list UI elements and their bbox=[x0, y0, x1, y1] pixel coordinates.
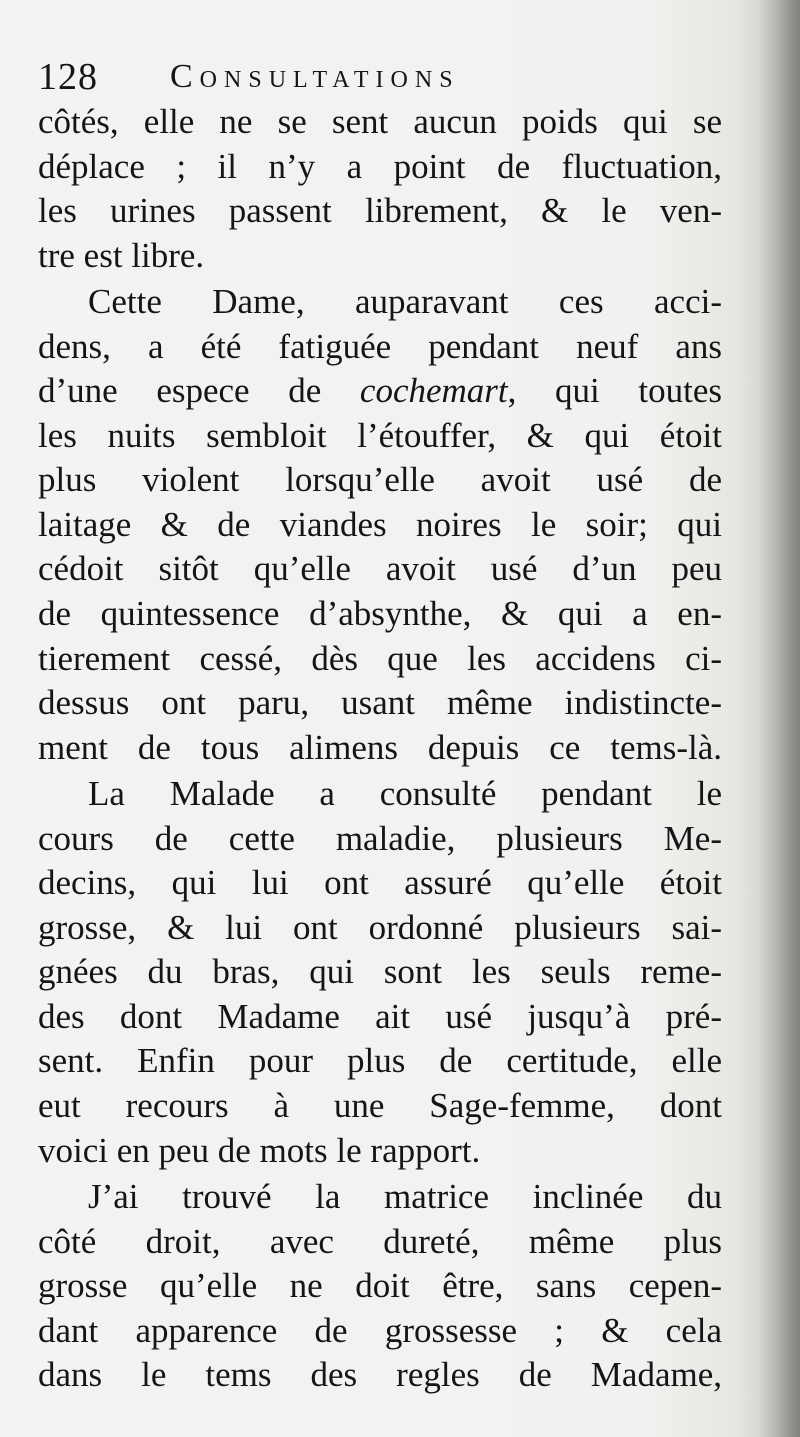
text-line: ment de tous alimens depuis ce tems-là. bbox=[38, 727, 722, 767]
text-line: laitage & de viandes noires le soir; qui bbox=[38, 504, 722, 544]
text-line: dessus ont paru, usant même indistincte- bbox=[38, 683, 722, 723]
text-line: déplace ; il n’y a point de fluctuation, bbox=[38, 146, 722, 186]
italic-term: cochemart bbox=[359, 371, 508, 411]
text-line: les urines passent librement, & le ven- bbox=[38, 191, 722, 231]
body-text bbox=[38, 100, 722, 1398]
text-line: grosse qu’elle ne doit être, sans cepen- bbox=[38, 1266, 722, 1306]
text-line: côtés, elle ne se sent aucun poids qui se bbox=[38, 102, 722, 141]
text-line: decins, qui lui ont assuré qu’elle étoit bbox=[38, 863, 722, 903]
text-line: eut recours à une Sage-femme, dont bbox=[38, 1086, 722, 1126]
text-line: voici en peu de mots le rapport. bbox=[38, 1130, 481, 1170]
text-line: gnées du bras, qui sont les seuls reme- bbox=[38, 952, 722, 992]
paragraph-first-line: Cette Dame, auparavant ces acci- bbox=[88, 282, 722, 322]
text-line: dant apparence de grossesse ; & cela bbox=[38, 1310, 722, 1350]
text-line: dans le tems des regles de Madame, bbox=[38, 1355, 722, 1395]
page-gutter-shadow bbox=[758, 0, 800, 1437]
paragraph-first-line: La Malade a consulté pendant le bbox=[88, 774, 722, 814]
text-line: grosse, & lui ont ordonné plusieurs sai- bbox=[38, 907, 722, 947]
text-line: dens, a été fatiguée pendant neuf ans bbox=[38, 326, 722, 366]
running-title: Consultations bbox=[170, 58, 460, 95]
text-line: les nuits sembloit l’étouffer, & qui étoit bbox=[38, 415, 722, 455]
page-number: 128 bbox=[38, 56, 98, 98]
text-line: cours de cette maladie, plusieurs Me- bbox=[38, 818, 722, 858]
text-line: tre est libre. bbox=[38, 235, 205, 275]
paragraph-first-line: J’ai trouvé la matrice inclinée du bbox=[88, 1177, 722, 1217]
text-line: plus violent lorsqu’elle avoit usé de bbox=[38, 460, 722, 500]
page-header bbox=[38, 52, 738, 102]
text-line: de quintessence d’absynthe, & qui a en- bbox=[38, 594, 722, 634]
text-line-part: d’une espece de cochemart, qui toutes bbox=[38, 371, 722, 411]
text-line: cédoit sitôt qu’elle avoit usé d’un peu bbox=[38, 549, 722, 589]
text-line: tierement cessé, dès que les accidens ci- bbox=[38, 638, 722, 678]
text-line: côté droit, avec dureté, même plus bbox=[38, 1221, 722, 1261]
text-line: sent. Enfin pour plus de certitude, elle bbox=[38, 1041, 722, 1081]
text-line: des dont Madame ait usé jusqu’à pré- bbox=[38, 996, 722, 1036]
text-line-with-italic bbox=[38, 369, 722, 414]
